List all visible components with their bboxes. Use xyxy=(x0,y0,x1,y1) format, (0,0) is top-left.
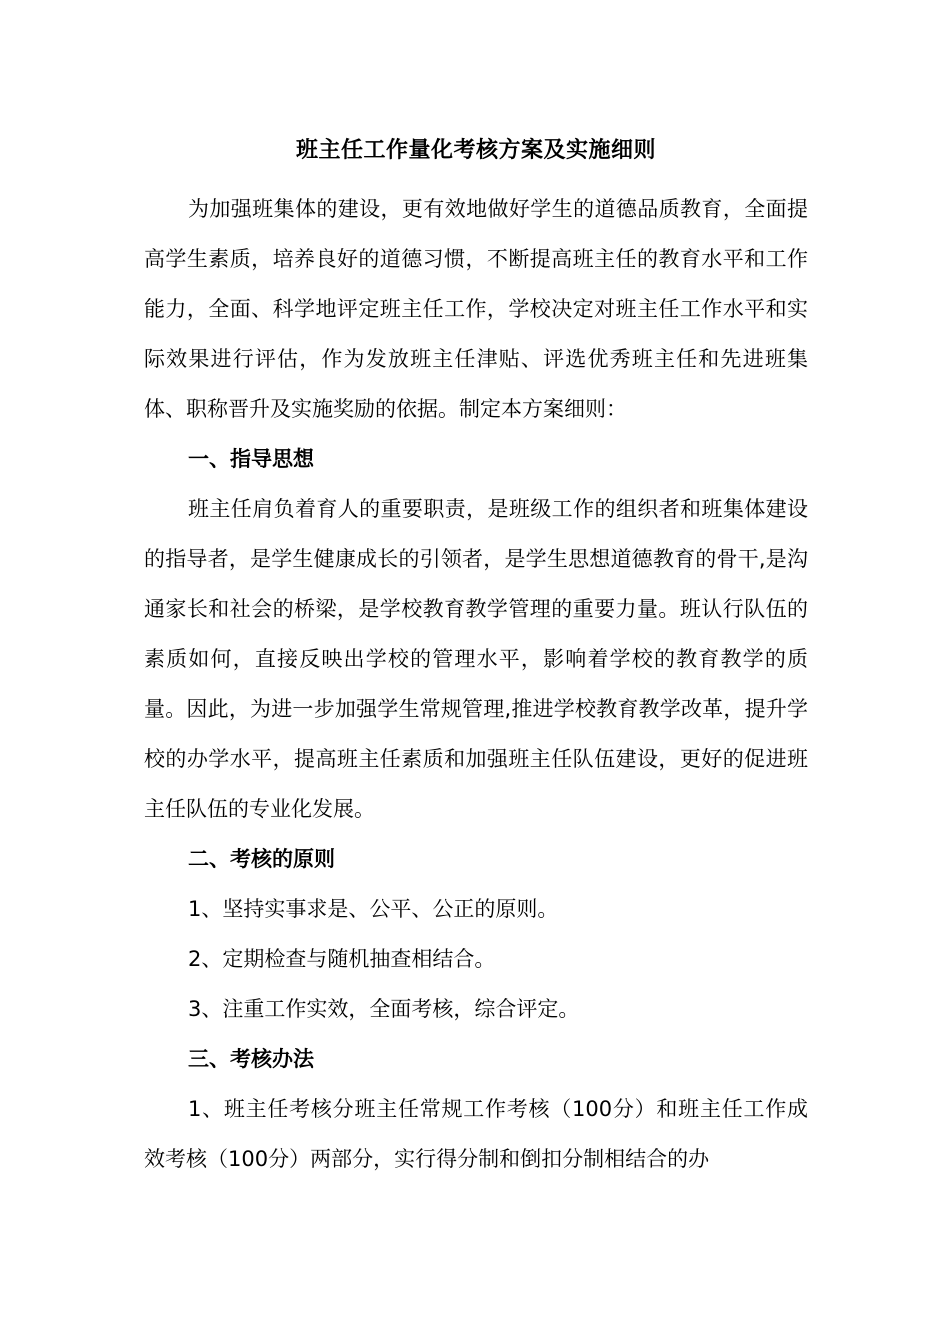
intro-paragraph: 为加强班集体的建设，更有效地做好学生的道德品质教育，全面提高学生素质，培养良好的道德习惯，不断提高班主任的教育水平和工作能力，全面、科学地评定班主任工作，学校决定对班主任工作水平和实际效果进行评估，作为发放班主任津贴、评选优秀班主任和先进班集体、职称晋升及实施奖励的依据。制定本方案细则： xyxy=(144,197,808,421)
principle-item: 2、定期检查与随机抽查相结合。 xyxy=(188,947,496,971)
principle-item: 1、坚持实事求是、公平、公正的原则。 xyxy=(188,897,559,921)
section-heading-principles: 二、考核的原则 xyxy=(188,847,335,871)
principle-item: 3、注重工作实效，全面考核，综合评定。 xyxy=(188,997,580,1021)
section-heading-methods: 三、考核办法 xyxy=(188,1047,314,1071)
section-heading-guiding-ideology: 一、指导思想 xyxy=(188,447,314,471)
document-body xyxy=(144,184,808,1184)
document-title: 班主任工作量化考核方案及实施细则 xyxy=(295,138,656,163)
guiding-ideology-paragraph: 班主任肩负着育人的重要职责，是班级工作的组织者和班集体建设的指导者，是学生健康成长的引领者，是学生思想道德教育的骨干,是沟通家长和社会的桥梁，是学校教育教学管理的重要力量。班认行队伍的素质如何，直接反映出学校的管理水平，影响着学校的教育教学的质量。因此，为进一步加强学生常规管理,推进学校教育教学改革，提升学校的办学水平，提高班主任素质和加强班主任队伍建设，更好的促进班主任队伍的专业化发展。 xyxy=(144,497,808,821)
methods-paragraph: 1、班主任考核分班主任常规工作考核（100分）和班主任工作成效考核（100分）两部分，实行得分制和倒扣分制相结合的办 xyxy=(144,1097,808,1171)
